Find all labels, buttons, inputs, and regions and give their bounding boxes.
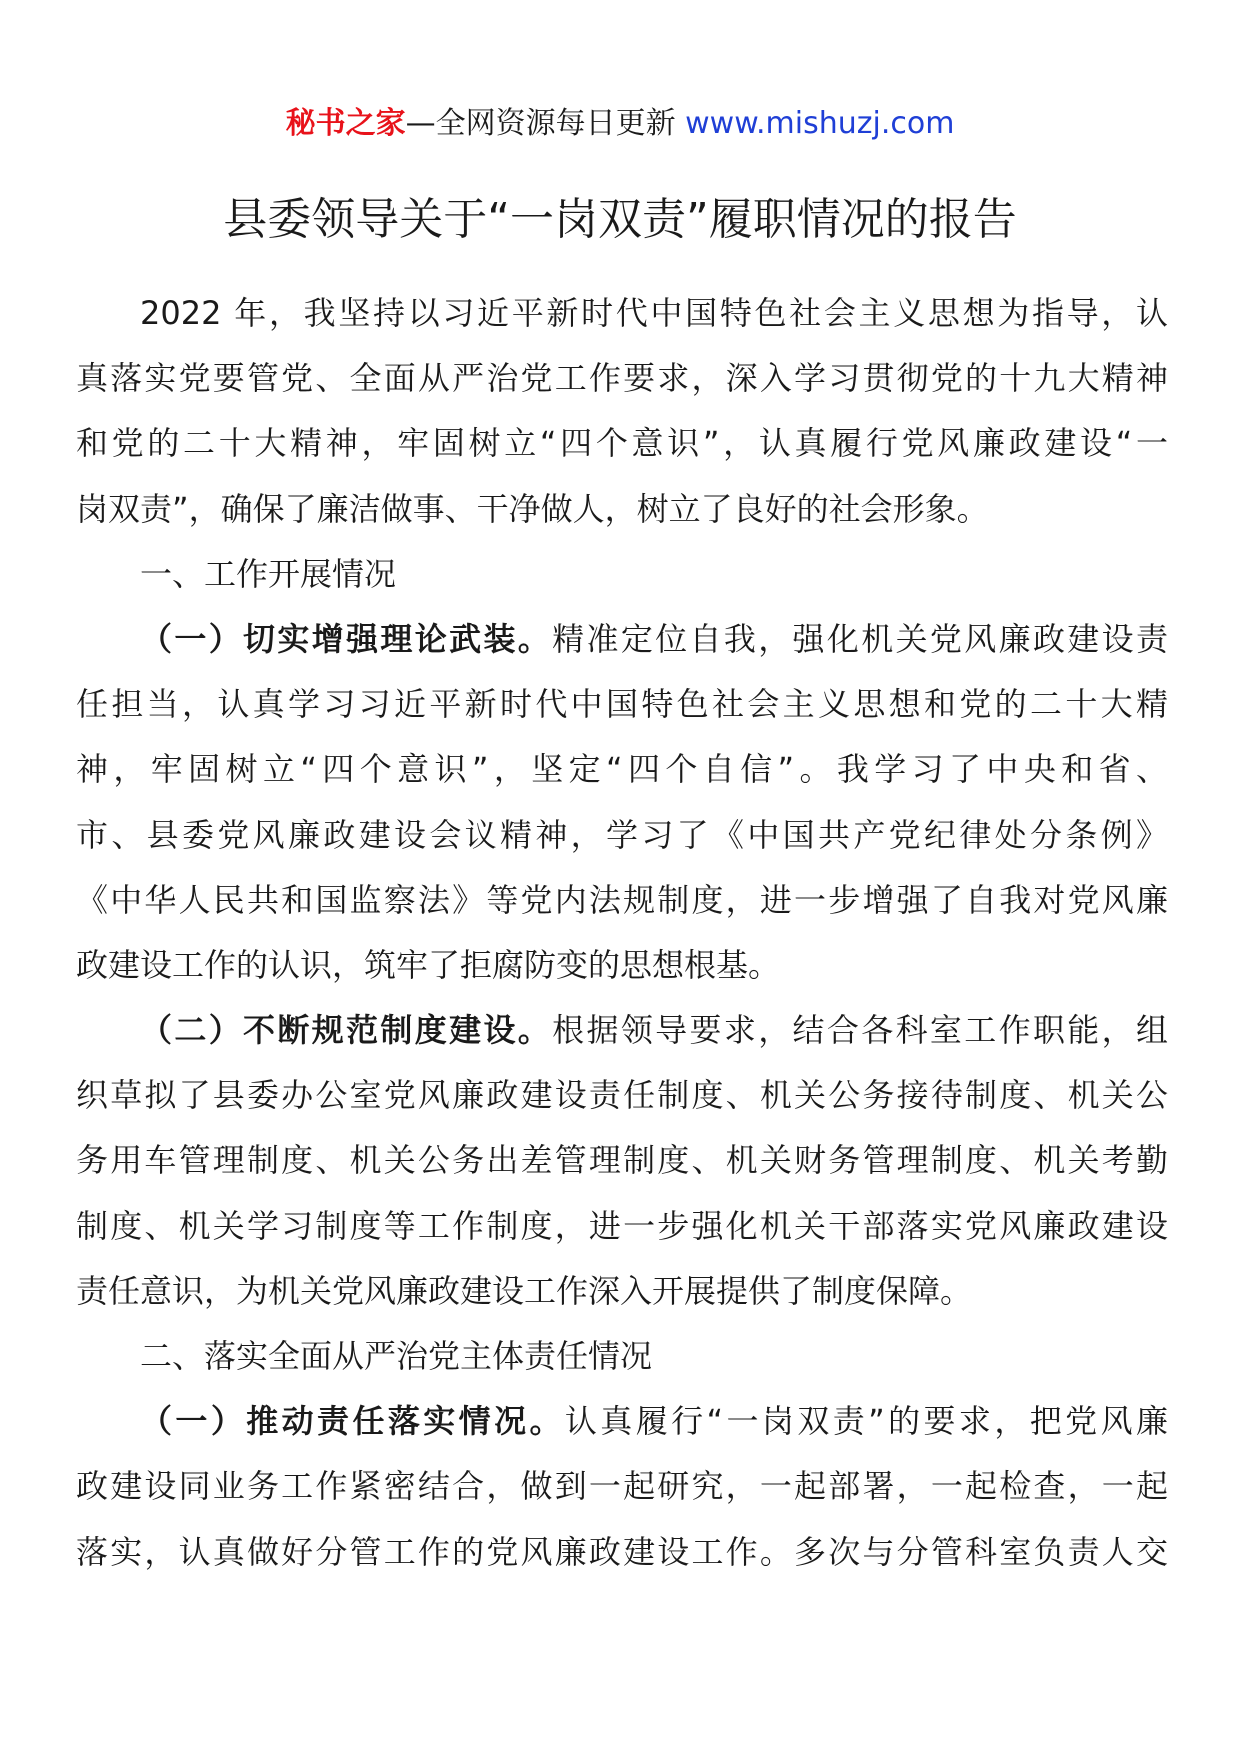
document-title: 县委领导关于“一岗双责”履职情况的报告: [223, 194, 1017, 245]
paragraph-line: 2022 年，我坚持以习近平新时代中国特色社会主义思想为指导，认: [140, 294, 1168, 332]
paragraph-line: 《中华人民共和国监察法》等党内法规制度，进一步增强了自我对党风廉: [76, 880, 1168, 919]
paragraph-line: [76, 1389, 1168, 1454]
paragraph-line: 神，牢固树立“四个意识”，坚定“四个自信”。我学习了中央和省、: [76, 750, 1168, 789]
document-body: [76, 281, 1168, 1585]
paragraph-line: 落实，认真做好分管工作的党风廉政建设工作。多次与分管科室负责人交: [76, 1532, 1168, 1571]
paragraph-line: 政建设同业务工作紧密结合，做到一起研究，一起部署，一起检查，一起: [76, 1467, 1168, 1506]
paragraph-line: 市、县委党风廉政建设会议精神，学习了《中国共产党纪律处分条例》: [76, 815, 1168, 854]
paragraph-line: 任担当，认真学习习近平新时代中国特色社会主义思想和党的二十大精: [76, 685, 1168, 724]
section-heading: 一、工作开展情况: [140, 554, 397, 593]
paragraph-text: 精准定位自我，强化机关党风廉政建设责: [552, 619, 1168, 658]
brand-name: 秘书之家: [285, 106, 406, 141]
paragraph-line: 责任意识，为机关党风廉政建设工作深入开展提供了制度保障。: [76, 1271, 973, 1310]
paragraph-text: 根据领导要求，结合各科室工作职能，组: [552, 1011, 1168, 1050]
section-heading: 二、落实全面从严治党主体责任情况: [140, 1337, 653, 1375]
site-header: [0, 104, 1240, 144]
paragraph-line: [76, 998, 1168, 1063]
paragraph-line: 和党的二十大精神，牢固树立“四个意识”，认真履行党风廉政建设“一: [76, 424, 1168, 463]
header-tagline: —全网资源每日更新: [405, 106, 686, 141]
subsection-heading: （一）切实增强理论武装。: [140, 619, 553, 658]
paragraph-line: 真落实党要管党、全面从严治党工作要求，深入学习贯彻党的十九大精神: [76, 359, 1168, 398]
paragraph-text: 认真履行“一岗双责”的要求，把党风廉: [564, 1402, 1168, 1441]
paragraph-line: 务用车管理制度、机关公务出差管理制度、机关财务管理制度、机关考勤: [76, 1141, 1168, 1180]
paragraph-line: 政建设工作的认识，筑牢了拒腐防变的思想根基。: [76, 945, 781, 984]
subsection-heading: （一）推动责任落实情况。: [140, 1402, 565, 1441]
paragraph-line: 岗双责”，确保了廉洁做事、干净做人，树立了良好的社会形象。: [76, 489, 989, 528]
paragraph-line: 织草拟了县委办公室党风廉政建设责任制度、机关公务接待制度、机关公: [76, 1076, 1168, 1115]
subsection-heading: （二）不断规范制度建设。: [140, 1011, 553, 1050]
paragraph-line: 制度、机关学习制度等工作制度，进一步强化机关干部落实党风廉政建设: [76, 1206, 1168, 1245]
paragraph-line: [76, 607, 1168, 672]
site-url[interactable]: www.mishuzj.com: [685, 106, 955, 141]
